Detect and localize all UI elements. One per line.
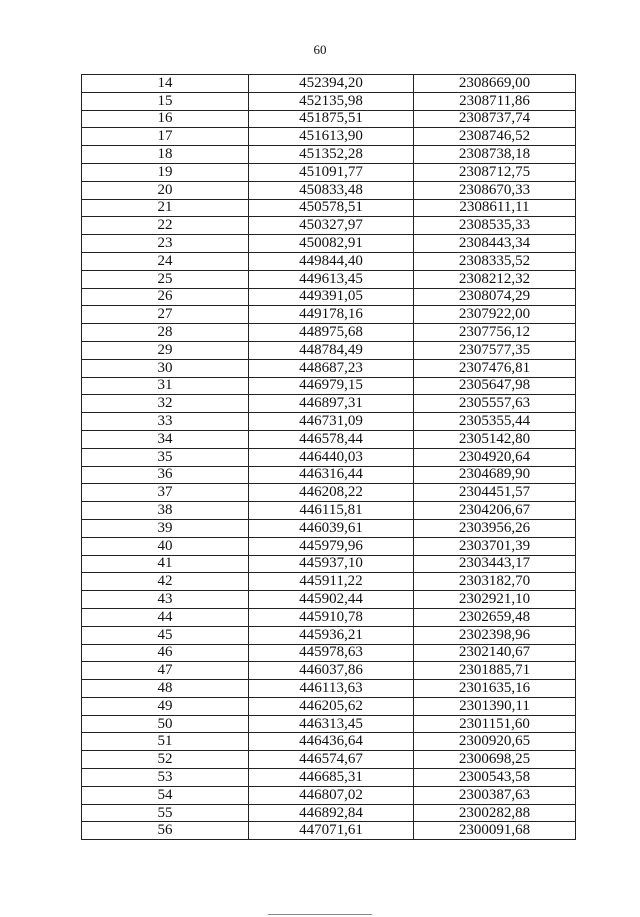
table-row [82,626,576,644]
y-coordinate-cell: 2302921,10 [414,591,576,609]
x-coordinate-cell: 452135,98 [249,92,414,110]
y-coordinate-cell: 2308535,33 [414,217,576,235]
table-row [82,519,576,537]
page-number: 60 [313,42,327,57]
x-coordinate-cell: 449613,45 [249,270,414,288]
point-number-cell: 43 [82,591,249,609]
table-row [82,573,576,591]
point-number-cell: 42 [82,573,249,591]
y-coordinate-cell: 2304451,57 [414,484,576,502]
x-coordinate-cell: 449391,05 [249,288,414,306]
y-coordinate-cell: 2305142,80 [414,430,576,448]
x-coordinate-cell: 450578,51 [249,199,414,217]
x-coordinate-cell: 446115,81 [249,502,414,520]
x-coordinate-cell: 448784,49 [249,341,414,359]
y-coordinate-cell: 2300387,63 [414,786,576,804]
y-coordinate-cell: 2308746,52 [414,128,576,146]
table-row [82,359,576,377]
y-coordinate-cell: 2300698,25 [414,751,576,769]
y-coordinate-cell: 2308670,33 [414,181,576,199]
table-row [82,662,576,680]
table-row [82,715,576,733]
y-coordinate-cell: 2308074,29 [414,288,576,306]
x-coordinate-cell: 446897,31 [249,395,414,413]
y-coordinate-cell: 2307756,12 [414,324,576,342]
point-number-cell: 30 [82,359,249,377]
x-coordinate-cell: 446316,44 [249,466,414,484]
point-number-cell: 23 [82,235,249,253]
point-number-cell: 14 [82,75,249,93]
y-coordinate-cell: 2308711,86 [414,92,576,110]
table-row [82,448,576,466]
table-row [82,270,576,288]
table-row [82,555,576,573]
x-coordinate-cell: 446574,67 [249,751,414,769]
point-number-cell: 40 [82,537,249,555]
x-coordinate-cell: 451613,90 [249,128,414,146]
point-number-cell: 27 [82,306,249,324]
table-row [82,822,576,840]
x-coordinate-cell: 445979,96 [249,537,414,555]
x-coordinate-cell: 451091,77 [249,163,414,181]
point-number-cell: 24 [82,252,249,270]
y-coordinate-cell: 2308737,74 [414,110,576,128]
y-coordinate-cell: 2308212,32 [414,270,576,288]
table-row [82,786,576,804]
point-number-cell: 33 [82,413,249,431]
x-coordinate-cell: 446892,84 [249,804,414,822]
y-coordinate-cell: 2308611,11 [414,199,576,217]
x-coordinate-cell: 451352,28 [249,146,414,164]
y-coordinate-cell: 2303956,26 [414,519,576,537]
point-number-cell: 37 [82,484,249,502]
y-coordinate-cell: 2302659,48 [414,608,576,626]
point-number-cell: 19 [82,163,249,181]
point-number-cell: 26 [82,288,249,306]
coordinates-table-body [82,75,576,840]
x-coordinate-cell: 450327,97 [249,217,414,235]
x-coordinate-cell: 446205,62 [249,697,414,715]
table-row [82,163,576,181]
x-coordinate-cell: 447071,61 [249,822,414,840]
table-row [82,804,576,822]
y-coordinate-cell: 2300091,68 [414,822,576,840]
x-coordinate-cell: 445937,10 [249,555,414,573]
table-row [82,146,576,164]
x-coordinate-cell: 445910,78 [249,608,414,626]
y-coordinate-cell: 2300543,58 [414,769,576,787]
y-coordinate-cell: 2307476,81 [414,359,576,377]
x-coordinate-cell: 448975,68 [249,324,414,342]
table-row [82,110,576,128]
table-row [82,75,576,93]
x-coordinate-cell: 446578,44 [249,430,414,448]
table-row [82,377,576,395]
table-row [82,128,576,146]
y-coordinate-cell: 2301635,16 [414,680,576,698]
x-coordinate-cell: 446436,64 [249,733,414,751]
point-number-cell: 36 [82,466,249,484]
point-number-cell: 44 [82,608,249,626]
page-edge-mark [268,914,372,915]
y-coordinate-cell: 2308669,00 [414,75,576,93]
x-coordinate-cell: 450082,91 [249,235,414,253]
x-coordinate-cell: 451875,51 [249,110,414,128]
table-row [82,537,576,555]
x-coordinate-cell: 445936,21 [249,626,414,644]
x-coordinate-cell: 445902,44 [249,591,414,609]
y-coordinate-cell: 2302398,96 [414,626,576,644]
point-number-cell: 21 [82,199,249,217]
x-coordinate-cell: 446440,03 [249,448,414,466]
point-number-cell: 41 [82,555,249,573]
y-coordinate-cell: 2303701,39 [414,537,576,555]
table-row [82,92,576,110]
point-number-cell: 16 [82,110,249,128]
x-coordinate-cell: 446039,61 [249,519,414,537]
table-row [82,680,576,698]
x-coordinate-cell: 449178,16 [249,306,414,324]
table-row [82,235,576,253]
point-number-cell: 49 [82,697,249,715]
coordinates-table [81,74,576,840]
table-row [82,484,576,502]
point-number-cell: 15 [82,92,249,110]
point-number-cell: 45 [82,626,249,644]
y-coordinate-cell: 2301390,11 [414,697,576,715]
table-row [82,306,576,324]
y-coordinate-cell: 2305355,44 [414,413,576,431]
y-coordinate-cell: 2304206,67 [414,502,576,520]
table-row [82,769,576,787]
point-number-cell: 52 [82,751,249,769]
y-coordinate-cell: 2308335,52 [414,252,576,270]
y-coordinate-cell: 2302140,67 [414,644,576,662]
point-number-cell: 48 [82,680,249,698]
x-coordinate-cell: 449844,40 [249,252,414,270]
table-row [82,608,576,626]
x-coordinate-cell: 445978,63 [249,644,414,662]
point-number-cell: 46 [82,644,249,662]
x-coordinate-cell: 446979,15 [249,377,414,395]
table-row [82,430,576,448]
y-coordinate-cell: 2304689,90 [414,466,576,484]
point-number-cell: 25 [82,270,249,288]
y-coordinate-cell: 2301885,71 [414,662,576,680]
x-coordinate-cell: 452394,20 [249,75,414,93]
x-coordinate-cell: 446113,63 [249,680,414,698]
point-number-cell: 35 [82,448,249,466]
point-number-cell: 55 [82,804,249,822]
y-coordinate-cell: 2300282,88 [414,804,576,822]
y-coordinate-cell: 2307922,00 [414,306,576,324]
point-number-cell: 31 [82,377,249,395]
table-row [82,341,576,359]
table-row [82,591,576,609]
table-row [82,413,576,431]
x-coordinate-cell: 450833,48 [249,181,414,199]
point-number-cell: 51 [82,733,249,751]
table-row [82,199,576,217]
y-coordinate-cell: 2307577,35 [414,341,576,359]
point-number-cell: 39 [82,519,249,537]
point-number-cell: 29 [82,341,249,359]
point-number-cell: 28 [82,324,249,342]
table-row [82,324,576,342]
point-number-cell: 38 [82,502,249,520]
table-row [82,751,576,769]
table-row [82,733,576,751]
y-coordinate-cell: 2308738,18 [414,146,576,164]
point-number-cell: 56 [82,822,249,840]
point-number-cell: 18 [82,146,249,164]
table-row [82,395,576,413]
point-number-cell: 47 [82,662,249,680]
y-coordinate-cell: 2305557,63 [414,395,576,413]
y-coordinate-cell: 2301151,60 [414,715,576,733]
x-coordinate-cell: 446313,45 [249,715,414,733]
table-row [82,217,576,235]
table-row [82,288,576,306]
table-row [82,466,576,484]
x-coordinate-cell: 446037,86 [249,662,414,680]
y-coordinate-cell: 2308443,34 [414,235,576,253]
y-coordinate-cell: 2304920,64 [414,448,576,466]
point-number-cell: 32 [82,395,249,413]
y-coordinate-cell: 2305647,98 [414,377,576,395]
point-number-cell: 34 [82,430,249,448]
table-row [82,502,576,520]
table-row [82,252,576,270]
point-number-cell: 20 [82,181,249,199]
point-number-cell: 17 [82,128,249,146]
point-number-cell: 22 [82,217,249,235]
point-number-cell: 50 [82,715,249,733]
point-number-cell: 54 [82,786,249,804]
x-coordinate-cell: 446731,09 [249,413,414,431]
table-row [82,181,576,199]
y-coordinate-cell: 2300920,65 [414,733,576,751]
x-coordinate-cell: 446208,22 [249,484,414,502]
point-number-cell: 53 [82,769,249,787]
x-coordinate-cell: 448687,23 [249,359,414,377]
x-coordinate-cell: 445911,22 [249,573,414,591]
y-coordinate-cell: 2303182,70 [414,573,576,591]
table-row [82,644,576,662]
y-coordinate-cell: 2303443,17 [414,555,576,573]
x-coordinate-cell: 446807,02 [249,786,414,804]
y-coordinate-cell: 2308712,75 [414,163,576,181]
table-row [82,697,576,715]
x-coordinate-cell: 446685,31 [249,769,414,787]
